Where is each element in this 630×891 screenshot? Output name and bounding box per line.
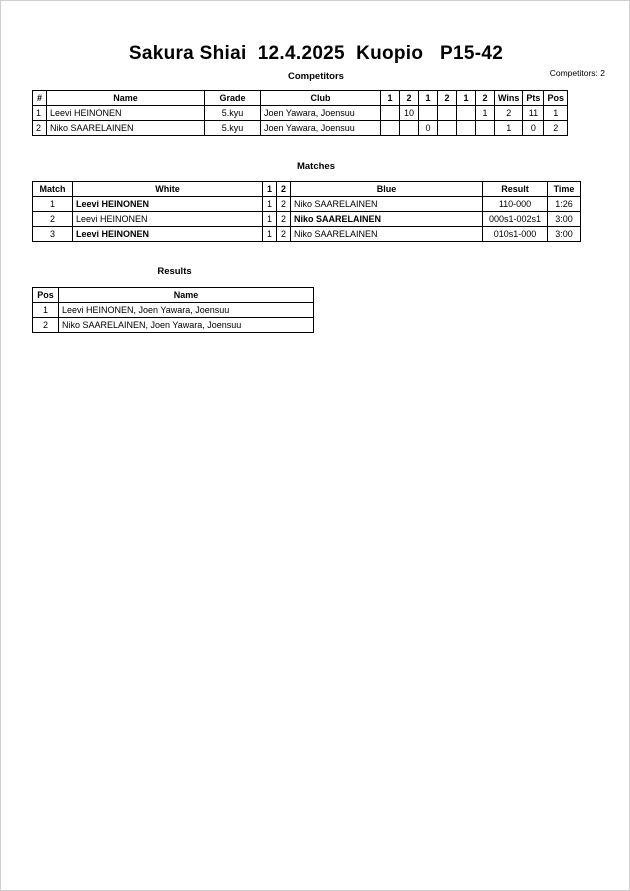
competitor-wins: 2 <box>495 106 523 121</box>
column-header-white: White <box>73 182 263 197</box>
column-header-name: Name <box>47 91 205 106</box>
result-name: Leevi HEINONEN, Joen Yawara, Joensuu <box>59 303 314 318</box>
column-header-pos: Pos <box>544 91 568 106</box>
column-header-grade: Grade <box>205 91 261 106</box>
column-header-blue: Blue <box>291 182 483 197</box>
match-score-2: 2 <box>277 227 291 242</box>
column-header-round-2b: 2 <box>438 91 457 106</box>
column-header-pts: Pts <box>523 91 544 106</box>
competitor-pos: 1 <box>544 106 568 121</box>
table-row <box>33 318 314 333</box>
column-header-score-1: 1 <box>263 182 277 197</box>
match-number: 2 <box>33 212 73 227</box>
section-label-matches: Matches <box>296 161 335 172</box>
match-score-1: 1 <box>263 197 277 212</box>
result-name: Niko SAARELAINEN, Joen Yawara, Joensuu <box>59 318 314 333</box>
page-title: Sakura Shiai 12.4.2025 Kuopio P15-42 <box>128 43 504 64</box>
table-header-row <box>33 182 581 197</box>
table-row <box>33 227 581 242</box>
competitor-score-cell <box>419 106 438 121</box>
match-blue-name: Niko SAARELAINEN <box>291 227 483 242</box>
column-header-pos: Pos <box>33 288 59 303</box>
column-header-club: Club <box>261 91 381 106</box>
match-result: 010s1-000 <box>483 227 548 242</box>
match-white-name: Leevi HEINONEN <box>73 197 263 212</box>
match-result: 000s1-002s1 <box>483 212 548 227</box>
match-score-2: 2 <box>277 212 291 227</box>
match-time: 1:26 <box>548 197 581 212</box>
competitor-score-cell: 0 <box>419 121 438 136</box>
match-score-1: 1 <box>263 212 277 227</box>
match-number: 3 <box>33 227 73 242</box>
table-row <box>33 303 314 318</box>
result-position: 1 <box>33 303 59 318</box>
match-score-2: 2 <box>277 197 291 212</box>
section-label-competitors: Competitors <box>288 71 344 82</box>
competitor-grade: 5.kyu <box>205 106 261 121</box>
competitor-name: Niko SAARELAINEN <box>47 121 205 136</box>
matches-table <box>32 181 581 242</box>
competitor-pos: 2 <box>544 121 568 136</box>
competitors-table <box>32 90 568 136</box>
competitors-count: Competitors: 2 <box>549 68 605 78</box>
match-white-name: Leevi HEINONEN <box>73 212 263 227</box>
column-header-round-1b: 1 <box>419 91 438 106</box>
results-table <box>32 287 314 333</box>
result-position: 2 <box>33 318 59 333</box>
match-number: 1 <box>33 197 73 212</box>
table-header-row <box>33 288 314 303</box>
competitor-score-cell <box>476 121 495 136</box>
competitor-number: 1 <box>33 106 47 121</box>
competitor-score-cell: 1 <box>476 106 495 121</box>
column-header-round-2a: 2 <box>400 91 419 106</box>
table-header-row <box>33 91 568 106</box>
competitor-club: Joen Yawara, Joensuu <box>261 106 381 121</box>
column-header-time: Time <box>548 182 581 197</box>
competitor-wins: 1 <box>495 121 523 136</box>
competitor-score-cell <box>457 106 476 121</box>
section-label-results: Results <box>157 266 192 277</box>
competitor-score-cell <box>438 121 457 136</box>
table-row <box>33 121 568 136</box>
table-row <box>33 106 568 121</box>
column-header-wins: Wins <box>495 91 523 106</box>
competitor-number: 2 <box>33 121 47 136</box>
competitor-score-cell <box>381 121 400 136</box>
match-time: 3:00 <box>548 227 581 242</box>
competitor-pts: 0 <box>523 121 544 136</box>
match-result: 110-000 <box>483 197 548 212</box>
column-header-number: # <box>33 91 47 106</box>
column-header-round-2c: 2 <box>476 91 495 106</box>
column-header-score-2: 2 <box>277 182 291 197</box>
competitor-score-cell <box>457 121 476 136</box>
competitor-club: Joen Yawara, Joensuu <box>261 121 381 136</box>
column-header-name: Name <box>59 288 314 303</box>
competitor-pts: 11 <box>523 106 544 121</box>
column-header-round-1a: 1 <box>381 91 400 106</box>
table-row <box>33 197 581 212</box>
column-header-result: Result <box>483 182 548 197</box>
column-header-round-1c: 1 <box>457 91 476 106</box>
match-white-name: Leevi HEINONEN <box>73 227 263 242</box>
match-time: 3:00 <box>548 212 581 227</box>
competitor-score-cell <box>438 106 457 121</box>
competitor-score-cell <box>400 121 419 136</box>
competitor-score-cell: 10 <box>400 106 419 121</box>
match-blue-name: Niko SAARELAINEN <box>291 197 483 212</box>
match-score-1: 1 <box>263 227 277 242</box>
competitor-score-cell <box>381 106 400 121</box>
table-row <box>33 212 581 227</box>
competitor-name: Leevi HEINONEN <box>47 106 205 121</box>
column-header-match: Match <box>33 182 73 197</box>
match-blue-name: Niko SAARELAINEN <box>291 212 483 227</box>
competitor-grade: 5.kyu <box>205 121 261 136</box>
